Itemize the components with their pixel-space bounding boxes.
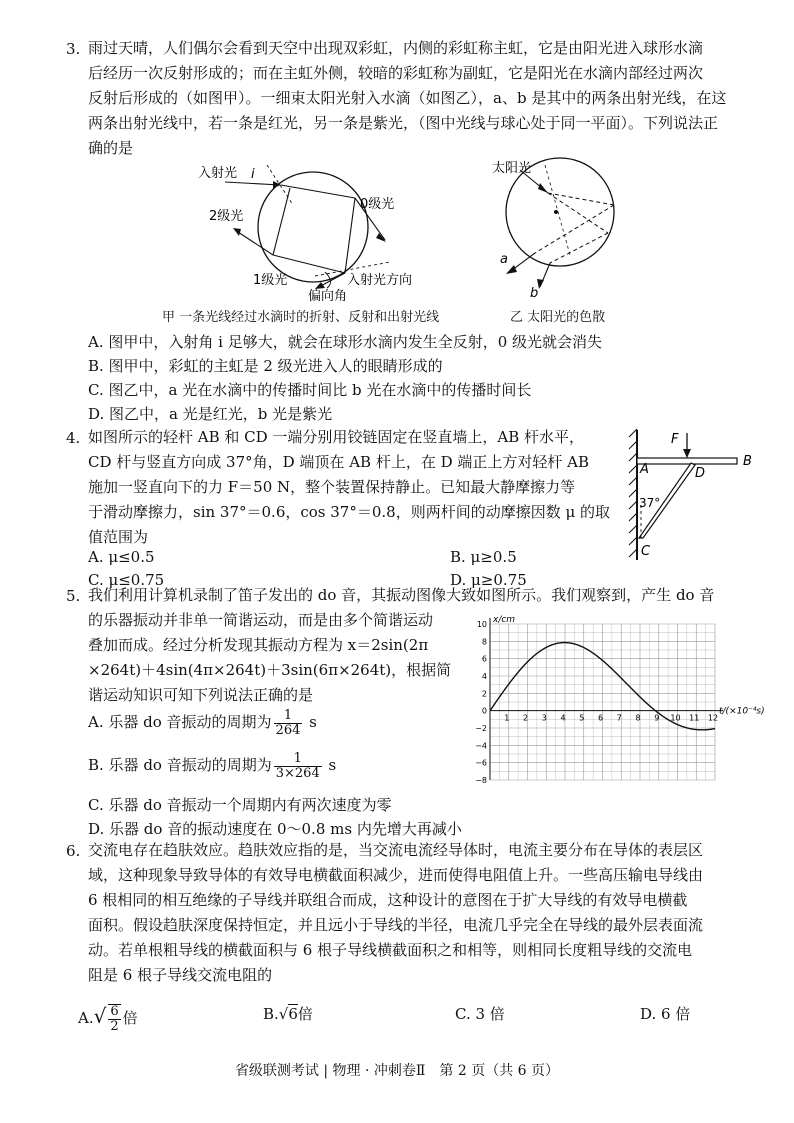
y-tick-label: −2: [475, 724, 487, 733]
refracted-ray: [281, 185, 355, 198]
fraction-numerator: 1: [274, 752, 322, 767]
label-ray-a: a: [500, 252, 508, 267]
q6-option-a-suffix: 倍: [122, 1009, 138, 1027]
y-tick-label: 2: [481, 689, 487, 699]
x-tick-label: 9: [654, 713, 660, 723]
q6-option-c: C. 3 倍: [455, 1005, 505, 1023]
incident-ray: [225, 182, 280, 185]
q5-line-4: ×264t)＋4sin(4π×264t)＋3sin(6π×264t)，根据简: [88, 661, 452, 679]
q5-line-5: 谐运动知识可知下列说法正确的是: [88, 686, 314, 704]
rod-ab: [637, 458, 737, 464]
fraction-denominator: 2: [110, 1019, 119, 1034]
q3-option-c: C. 图乙中，a 光在水滴中的传播时间比 b 光在水滴中的传播时间长: [88, 381, 532, 399]
q6-line-6: 阻是 6 根子导线交流电阻的: [88, 966, 273, 984]
vibration-chart: [470, 612, 775, 787]
q6-line-4: 面积。假设趋肤深度保持恒定，并且远小于导线的半径，电流几乎完全在导线的最外层表面流: [88, 916, 704, 934]
x-tick-label: 10: [670, 713, 681, 723]
sqrt-icon: √: [93, 1004, 107, 1028]
label-D: D: [695, 466, 706, 481]
q3-number: 3.: [66, 40, 81, 58]
q3-option-a: A. 图甲中，入射角 i 足够大，就会在球形水滴内发生全反射，0 级光就会消失: [88, 333, 603, 351]
q5-option-a: [88, 706, 317, 738]
q6-line-2: 域，这种现象导致导体的有效导电横截面积减少，进而使得电阻值上升。一些高压输电导线由: [88, 866, 704, 884]
q3-line-3: 反射后形成的（如图甲）。一细束太阳光射入水滴（如图乙），a、b 是其中的两条出射光线，在这: [88, 89, 727, 107]
figure-jia-caption: 甲 一条光线经过水滴时的折射、反射和出射光线: [162, 310, 440, 325]
q3-line-1: 雨过天晴，人们偶尔会看到天空中出现双彩虹，内侧的彩虹称主虹，它是由阳光进入球形水滴: [88, 39, 704, 57]
sqrt-icon: √: [278, 1005, 289, 1023]
reflected-ray-1: [345, 198, 355, 273]
q5-number: 5.: [66, 587, 81, 605]
figure-yi: [490, 155, 660, 305]
q5-option-d: D. 乐器 do 音的振动速度在 0～0.8 ms 内先增大再减小: [88, 820, 462, 838]
x-tick-label: 12: [707, 713, 719, 723]
q5-option-a-unit: s: [309, 713, 317, 731]
q5-option-b: [88, 749, 336, 781]
label-sunlight: 太阳光: [492, 161, 532, 176]
q3-line-2: 后经历一次反射形成的；而在主虹外侧，较暗的彩虹称为副虹，它是阳光在水滴内部经过两次: [88, 64, 704, 82]
refracted-dash-1: [548, 193, 614, 205]
y-tick-label: −6: [475, 758, 487, 768]
q5-option-b-text: B. 乐器 do 音振动的周期为: [88, 756, 272, 774]
sunlight-arrow: [538, 183, 548, 193]
q5-option-c: C. 乐器 do 音振动一个周期内有两次速度为零: [88, 796, 392, 814]
q4-option-c: C. μ≤0.75: [88, 571, 165, 589]
label-deviation: 偏向角: [308, 289, 348, 304]
reflected-ray-2: [273, 255, 345, 273]
y-tick-label: 0: [481, 706, 487, 716]
q3-option-d: D. 图乙中，a 光是红光，b 光是紫光: [88, 405, 333, 423]
q5-line-2: 的乐器振动并非单一简谐运动，而是由多个简谐运动: [88, 611, 434, 629]
label-ray-b: b: [530, 286, 539, 301]
label-A: A: [640, 462, 649, 477]
normal-dash: [545, 165, 570, 255]
q4-option-a: A. μ≤0.5: [88, 548, 155, 566]
y-tick-label: −8: [475, 776, 487, 785]
q6-option-d: D. 6 倍: [640, 1005, 691, 1023]
q4-option-b: B. μ≥0.5: [450, 548, 517, 566]
label-incident-dir: 入射光方向: [347, 273, 413, 288]
q5-line-1: 我们利用计算机录制了笛子发出的 do 音，其振动图像大致如图所示。我们观察到，产生 do 音: [88, 586, 715, 604]
chart-grid: [490, 624, 715, 780]
page-footer: 省级联测考试 | 物理 · 冲刺卷Ⅱ 第 2 页（共 6 页）: [234, 1063, 560, 1079]
q6-number: 6.: [66, 842, 81, 860]
y-tick-label: 6: [481, 654, 487, 664]
q3-line-4: 两条出射光线中，若一条是红光，另一条是紫光，（图中光线与球心处于同一平面）。下列说法正: [88, 114, 719, 132]
y-tick-label: 4: [481, 672, 487, 681]
label-B: B: [743, 454, 752, 469]
chart-ylabel: x/cm: [493, 615, 516, 625]
y-tick-label: 10: [476, 620, 487, 629]
q3-option-b: B. 图甲中，彩虹的主虹是 2 级光进入人的眼睛形成的: [88, 357, 443, 375]
reflected-dash-2: [550, 233, 608, 263]
q6-line-5: 动。若单根粗导线的横截面积与 6 根子导线横截面积之和相等，则相同长度粗导线的交流电: [88, 941, 693, 959]
label-level2: 2级光: [209, 209, 244, 224]
q4-number: 4.: [66, 429, 81, 447]
fraction-denominator: 3×264: [275, 765, 320, 781]
wall-hatch: [629, 429, 637, 557]
figure-yi-caption: 乙 太阳光的色散: [510, 310, 606, 325]
label-C: C: [641, 544, 651, 559]
fraction-numerator: 1: [274, 709, 303, 724]
q5-option-b-unit: s: [328, 756, 337, 774]
level2-ray: [235, 230, 273, 255]
chart-tick-labels: [475, 620, 718, 785]
chart-xlabel: t/(×10⁻⁴s): [719, 706, 765, 717]
label-angle-i: i: [251, 167, 255, 182]
inner-ray: [273, 188, 290, 255]
y-tick-label: 8: [481, 637, 487, 647]
chart-axes: [490, 618, 723, 780]
level1-arrow: [315, 282, 325, 289]
q4-line-3: 施加一竖直向下的力 F＝50 N，整个装置保持静止。已知最大静摩擦力等: [88, 478, 576, 496]
label-angle-37: 37°: [639, 496, 661, 510]
q4-line-4: 于滑动摩擦力，sin 37°＝0.6，cos 37°＝0.8，则两杆间的动摩擦因数 μ 的取: [88, 503, 610, 521]
q6-line-3: 6 根相同的相互绝缘的子导线并联组合而成，这种设计的意图在于扩大导线的有效导电横截: [88, 891, 688, 909]
q6-line-1: 交流电存在趋肤效应。趋肤效应指的是，当交流电流经导体时，电流主要分布在导体的表层区: [88, 841, 704, 859]
label-level0: 0级光: [360, 197, 395, 212]
q6-option-a: [78, 1000, 138, 1034]
fraction-1-3x264: [274, 752, 322, 781]
q4-line-1: 如图所示的轻杆 AB 和 CD 一端分别用铰链固定在竖直墙上，AB 杆水平，: [88, 428, 585, 446]
fraction-numerator: 6: [110, 1004, 119, 1019]
q3-line-5: 确的是: [88, 139, 134, 157]
figure-rods: [625, 425, 765, 565]
x-tick-label: 6: [597, 713, 604, 723]
drop-center: [554, 210, 558, 214]
x-tick-label: 4: [560, 713, 566, 723]
x-tick-label: 1: [504, 713, 510, 723]
q6-option-b-suffix: 倍: [297, 1005, 313, 1023]
incident-arrow: [273, 181, 281, 188]
x-tick-label: 11: [689, 713, 700, 723]
q6-option-a-label: A.: [78, 1009, 94, 1027]
label-F: F: [671, 432, 679, 447]
fraction-6-2: [108, 1004, 120, 1034]
x-tick-label: 3: [541, 713, 547, 723]
x-tick-label: 8: [635, 713, 641, 723]
y-tick-label: −4: [475, 741, 487, 751]
level2-arrow: [233, 228, 241, 236]
q4-line-5: 值范围为: [88, 528, 149, 546]
x-tick-label: 5: [579, 713, 585, 723]
fraction-1-264: [274, 709, 303, 738]
q4-line-2: CD 杆与竖直方向成 37°角，D 端顶在 AB 杆上，在 D 端正上方对轻杆 AB: [88, 453, 590, 471]
q5-line-3: 叠加而成。经过分析发现其振动方程为 x＝2sin(2π: [88, 636, 429, 654]
radicand: 6: [288, 1005, 298, 1023]
q6-option-b-label: B.: [263, 1005, 279, 1023]
q5-option-a-text: A. 乐器 do 音振动的周期为: [88, 713, 272, 731]
force-f-arrow: [683, 449, 691, 458]
figure-jia: [195, 160, 460, 305]
x-tick-label: 2: [522, 713, 529, 723]
q4-option-d: D. μ≥0.75: [450, 571, 527, 589]
q6-option-b: [263, 1003, 313, 1024]
fraction-denominator: 264: [275, 722, 301, 738]
label-level1: 1级光: [253, 273, 288, 288]
label-incident: 入射光: [198, 166, 238, 181]
x-tick-label: 7: [616, 713, 622, 723]
